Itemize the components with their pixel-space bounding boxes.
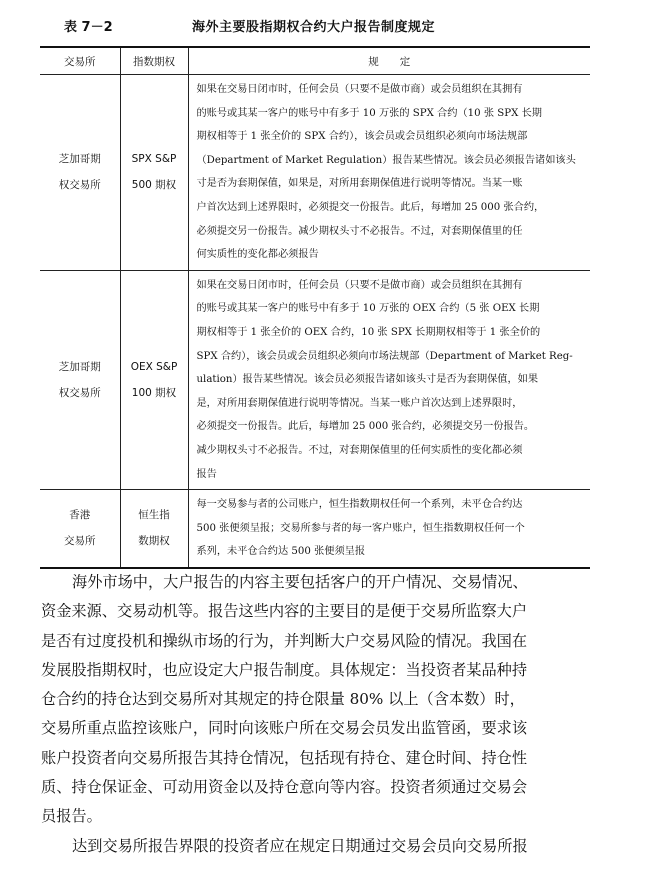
paragraph: [41, 568, 601, 832]
index-line: 数期权: [138, 535, 170, 548]
text-line: 交易所重点监控该账户，同时向该账户所在交易会员发出监管函，要求该: [41, 719, 527, 738]
rule-line: 的账号或其某一客户的账号中有多于 10 万张的 OEX 合约（5 张 OEX 长期: [196, 303, 540, 315]
exchange-cell: [40, 75, 120, 271]
index-line: 500 期权: [131, 179, 177, 192]
paragraph: [41, 832, 601, 861]
rule-line: 的账号或其某一客户的账号中有多于 10 万张的 SPX 合约（10 张 SPX 长期: [196, 107, 542, 119]
rule-line: 期权相等于 1 张全价的 SPX 合约），该会员或会员组织必须向市场法规部: [196, 131, 528, 143]
index-line: 恒生指: [138, 509, 170, 522]
table-row: [40, 490, 590, 568]
header-rule: 规 定: [188, 47, 590, 75]
rule-line: 必须提交一份报告。此后，每增加 25 000 张合约，必须提交另一份报告。: [196, 421, 535, 433]
body-text: [41, 568, 601, 861]
rule-line: 系列，未平仓合约达 500 张便须呈报: [196, 546, 366, 558]
rule-line: 如果在交易日闭市时，任何会员（只要不是做市商）或会员组织在其拥有: [196, 279, 523, 291]
text-line: 账户投资者向交易所报告其持仓情况，包括现有持仓、建仓时间、持仓性: [41, 748, 527, 767]
text-line: 质、持仓保证金、可动用资金以及持仓意向等内容。投资者须通过交易会: [41, 778, 527, 797]
text-line: 是否有过度投机和操纵市场的行为，并判断大户交易风险的情况。我国在: [41, 631, 527, 650]
table-caption: [44, 14, 604, 36]
exchange-line: 芝加哥期: [58, 360, 101, 373]
index-cell: [120, 270, 188, 489]
rule-line: 期权相等于 1 张全价的 OEX 合约，10 张 SPX 长期期权相等于 1 张全价的: [196, 326, 541, 338]
exchange-cell: [40, 270, 120, 489]
rule-line: 寸是否为套期保值，如果是，对所用套期保值进行说明等情况。当某一账: [196, 178, 523, 190]
rule-line: 何实质性的变化都必须报告: [196, 249, 319, 261]
rule-line: 必须提交另一份报告。减少期权头寸不必报告。不过，对套期保值里的任: [196, 225, 523, 237]
rule-line: 是，对所用套期保值进行说明等情况。当某一账户首次达到上述界限时，: [196, 397, 523, 409]
exchange-line: 权交易所: [58, 386, 101, 399]
text-line: 仓合约的持仓达到交易所对其规定的持仓限量 80% 以上（含本数）时，: [41, 690, 525, 709]
table-row: [40, 270, 590, 489]
table-header-row: [40, 47, 590, 75]
rule-line: 每一交易参与者的公司账户，恒生指数期权任何一个系列，未平仓合约达: [196, 499, 523, 511]
rule-line: SPX 合约），该会员或会员组织必须向市场法规部（Department of Market Reg-: [196, 350, 573, 362]
rule-line: 减少期权头寸不必报告。不过，对套期保值里的任何实质性的变化都必须: [196, 444, 523, 456]
rule-line: ulation）报告某些情况。该会员必须报告诸如该头寸是否为套期保值，如果: [196, 374, 539, 386]
exchange-line: 交易所: [64, 535, 96, 548]
text-line: 资金来源、交易动机等。报告这些内容的主要目的是便于交易所监察大户: [41, 602, 527, 621]
rule-cell: [188, 270, 590, 489]
text-line: 海外市场中，大户报告的内容主要包括客户的开户情况、交易情况、: [72, 573, 528, 591]
rule-cell: [188, 490, 590, 568]
rule-line: 如果在交易日闭市时，任何会员（只要不是做市商）或会员组织在其拥有: [196, 84, 523, 95]
index-cell: [120, 490, 188, 568]
table-title: 海外主要股指期权合约大户报告制度规定: [192, 20, 436, 35]
text-line: 发展股指期权时，也应设定大户报告制度。具体规定：当投资者某品种持: [41, 660, 527, 679]
rule-line: 户首次达到上述界限时，必须提交一份报告。此后，每增加 25 000 张合约，: [196, 201, 545, 213]
rules-table: [40, 46, 590, 569]
rule-line: 500 张便须呈报；交易所参与者的每一客户账户，恒生指数期权任何一个: [196, 522, 525, 534]
index-line: SPX S&P: [131, 153, 177, 166]
table-row: [40, 75, 590, 271]
header-exchange: 交易所: [40, 47, 120, 75]
index-line: OEX S&P: [130, 360, 178, 373]
exchange-line: 权交易所: [58, 179, 101, 192]
exchange-line: 芝加哥期: [58, 153, 101, 166]
rule-line: （Department of Market Regulation）报告某些情况。该会员必须报告诸如该头: [196, 154, 576, 166]
text-line: 员报告。: [41, 807, 102, 826]
index-cell: [120, 75, 188, 271]
text-line: 达到交易所报告界限的投资者应在规定日期通过交易会员向交易所报: [72, 836, 528, 855]
index-line: 100 期权: [131, 386, 177, 399]
rule-line: 报告: [196, 468, 217, 480]
rule-cell: [188, 75, 590, 271]
table-number: 表 7－2: [64, 20, 113, 35]
header-index-option: 指数期权: [120, 47, 188, 75]
exchange-cell: [40, 490, 120, 568]
exchange-line: 香港: [69, 509, 91, 522]
